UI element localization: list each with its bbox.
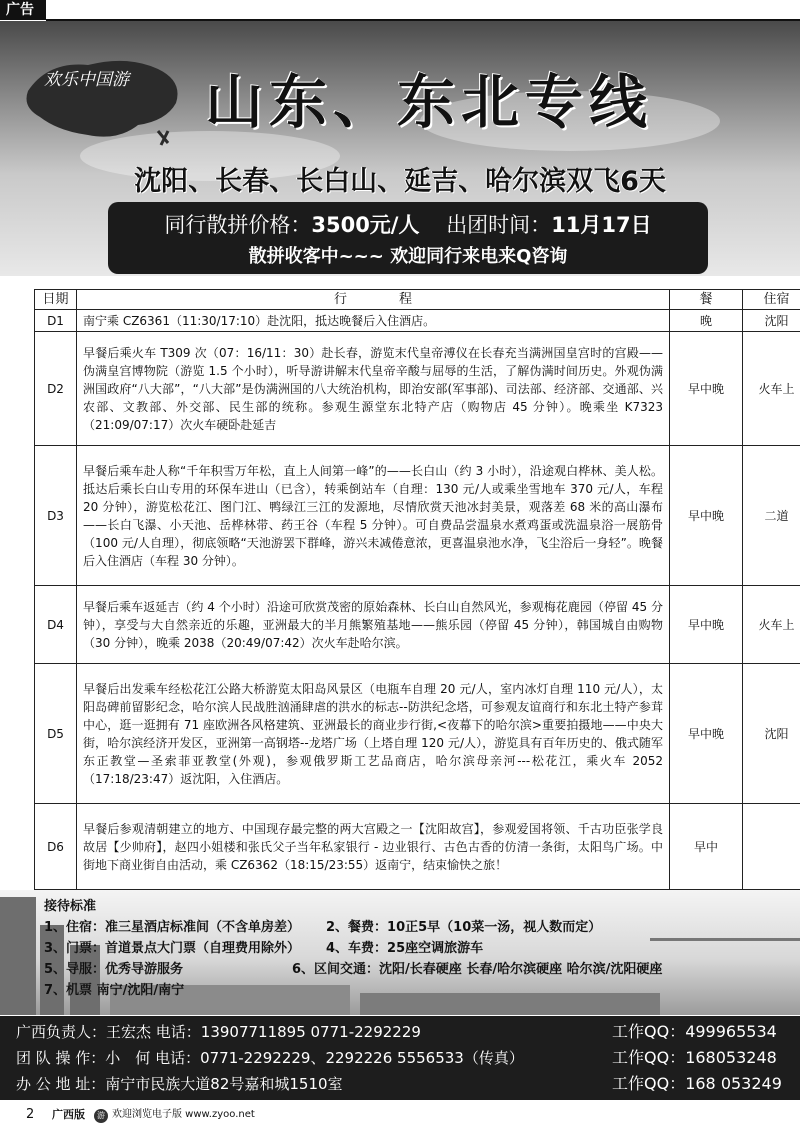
building-shape [0, 897, 36, 1015]
page-title: 山东、东北专线 [205, 68, 654, 136]
depart-value: 11月17日 [551, 213, 652, 237]
slogan: 散拼收客中~~~ 欢迎同行来电来Q咨询 [248, 246, 568, 267]
meal-cell: 早中 [670, 804, 743, 890]
meal-cell: 早中晚 [670, 446, 743, 586]
stay-cell [743, 804, 800, 890]
meal-cell: 晚 [670, 310, 743, 332]
stay-cell: 沈阳 [743, 664, 800, 804]
stay-cell: 火车上 [743, 332, 800, 446]
table-row [35, 664, 800, 804]
day-cell: D2 [35, 332, 77, 446]
contact-operator: 团 队 操 作：小 何 电话：0771-2292229、2292226 5556533（传真） [16, 1049, 524, 1067]
table-row [35, 804, 800, 890]
service-item: 3、门票：首道景点大门票（自理费用除外） [44, 941, 301, 956]
website-link[interactable]: 欢迎浏览电子版 www.zyoo.net [112, 1109, 255, 1120]
service-item: 4、车费：25座空调旅游车 [326, 941, 484, 956]
meal-cell: 早中晚 [670, 332, 743, 446]
header-route: 行 程 [77, 290, 670, 310]
service-row [44, 938, 662, 959]
price-line [108, 209, 708, 239]
header-day: 日期 [35, 290, 77, 310]
header-stay: 住宿 [743, 290, 800, 310]
service-item: 7、机票 南宁/沈阳/南宁 [44, 983, 185, 998]
service-row [44, 959, 662, 980]
table-row [35, 332, 800, 446]
route-cell: 早餐后出发乘车经松花江公路大桥游览太阳岛风景区（电瓶车自理 20 元/人，室内冰灯自理 110 元/人），太阳岛碑前留影纪念，哈尔滨人民战胜汹涌肆虐的洪水的标志--防洪纪念塔，可参观友谊商行和东北土特产参茸中心，逛一逛拥有 71 座欧洲各风格建筑、亚洲最长的商业步行街,<夜幕下的哈尔滨>重要拍摄地——中央大街，哈尔滨经济开发区，亚洲第一高钢塔--龙塔广场（上塔自理 120 元/人），游览具有百年历史的、俄式随军东正教堂—圣索菲亚教堂(外观)，参观俄罗斯工艺品商店，哈尔滨母亲河---松花江，乘火车 2052（17:18/23:47）返沈阳，入住酒店。 [77, 664, 670, 804]
route-subtitle: 沈阳、长春、长白山、延吉、哈尔滨双飞6天 [134, 166, 666, 197]
itinerary-table [34, 289, 800, 890]
table-header-row [35, 290, 800, 310]
service-item: 1、住宿：准三星酒店标准间（不含单房差） [44, 920, 301, 935]
price-panel [108, 202, 708, 274]
stay-cell: 沈阳 [743, 310, 800, 332]
route-cell: 早餐后乘车赴人称“千年积雪万年松，直上人间第一峰”的——长白山（约 3 小时），沿途观白桦林、美人松。抵达后乘长白山专用的环保车进山（已含），转乘倒站车（自理：130 元/人或乘坐雪地车 370 元/人，车程 20 分钟），游览松花江、图门江、鸭绿江三江的发源地，尽情欣赏天池冰封美景，观落差 68 米的高山瀑布——长白飞瀑、小天池、岳桦林带、药王谷（车程 5 分钟）。可自费品尝温泉水煮鸡蛋或洗温泉浴一展筋骨（100 元/人自理），彻底领略“天池游罢下群峰，游兴未减倦意浓，更喜温泉池水净，飞尘浴后一身轻”。晚餐后入住酒店（车程 30 分钟）。 [77, 446, 670, 586]
table-row [35, 310, 800, 332]
table-row [35, 586, 800, 664]
service-row [44, 917, 662, 938]
service-item: 5、导服：优秀导游服务 [44, 962, 184, 977]
service-row [44, 980, 662, 1001]
service-item: 6、区间交通：沈阳/长春硬座 长春/哈尔滨硬座 哈尔滨/沈阳硬座 [292, 962, 663, 977]
meal-cell: 早中晚 [670, 586, 743, 664]
day-cell: D5 [35, 664, 77, 804]
magazine-logo-icon: 游 [94, 1109, 108, 1123]
header-meal: 餐 [670, 290, 743, 310]
contact-panel [0, 1016, 800, 1100]
route-cell: 早餐后乘车返延吉（约 4 个小时）沿途可欣赏茂密的原始森林、长白山自然风光，参观梅花鹿园（停留 45 分钟），享受与大自然亲近的乐趣，亚洲最大的半月熊繁殖基地——熊乐园（停留 45 分钟），韩国城自由购物（30 分钟），晚乘 2038（20:49/07:42）次火车赴哈尔滨。 [77, 586, 670, 664]
meal-cell: 早中晚 [670, 664, 743, 804]
day-cell: D6 [35, 804, 77, 890]
contact-qq: 工作QQ：168053248 [612, 1048, 777, 1067]
page-number: 2 [26, 1107, 35, 1122]
magazine-name: 广西版 [52, 1108, 85, 1121]
service-standards [44, 896, 662, 1001]
route-cell: 早餐后乘火车 T309 次（07：16/11：30）赴长春，游览末代皇帝溥仪在长春充当满洲国皇宫时的宫殿——伪满皇宫博物院（游览 1.5 个小时），听导游讲解末代皇帝辛酸与屈辱的生活，了解伪满时间历史。外观伪满洲国政府“八大部”，“八大部”是伪满洲国的八大统治机构，即治安部(军事部)、司法部、经济部、交通部、兴农部、文教部、外交部、民生部的统称。参观生源堂东北特产店（购物店 45 分钟）。晚乘坐 K7323（21:09/07:17）次火车硬卧赴延吉 [77, 332, 670, 446]
map-label: 欢乐中国游 [44, 70, 129, 90]
day-cell: D3 [35, 446, 77, 586]
service-title: 接待标准 [44, 899, 97, 914]
stay-cell: 火车上 [743, 586, 800, 664]
contact-manager: 广西负责人：王宏杰 电话：13907711895 0771-2292229 [16, 1023, 421, 1041]
depart-label: 出团时间： [446, 213, 552, 237]
route-cell: 早餐后参观清朝建立的地方、中国现存最完整的两大宫殿之一【沈阳故宫】，参观爱国将领、千古功臣张学良故居【少帅府】，赵四小姐楼和张氏父子当年私家银行 - 边业银行、古色古香的仿清一条街，太阳鸟广场。中街地下商业街自由活动，乘 CZ6362（18:15/23:55）返南宁，结束愉快之旅！ [77, 804, 670, 890]
service-item: 2、餐费：10正5早（10菜一汤，视人数而定） [326, 920, 602, 935]
table-row [35, 446, 800, 586]
contact-qq: 工作QQ：499965534 [612, 1022, 777, 1041]
contact-address: 办 公 地 址：南宁市民族大道82号嘉和城1510室 [16, 1075, 343, 1093]
stay-cell: 二道 [743, 446, 800, 586]
hero-banner [0, 21, 800, 276]
day-cell: D4 [35, 586, 77, 664]
price-label: 同行散拼价格： [164, 213, 312, 237]
bridge-shape [650, 938, 800, 941]
day-cell: D1 [35, 310, 77, 332]
ad-tag: 广告 [0, 0, 46, 20]
route-cell: 南宁乘 CZ6361（11:30/17:10）赴沈阳，抵达晚餐后入住酒店。 [77, 310, 670, 332]
contact-qq: 工作QQ：168 053249 [612, 1074, 782, 1093]
price-value: 3500元/人 [311, 213, 420, 237]
page-footer [0, 1102, 800, 1128]
